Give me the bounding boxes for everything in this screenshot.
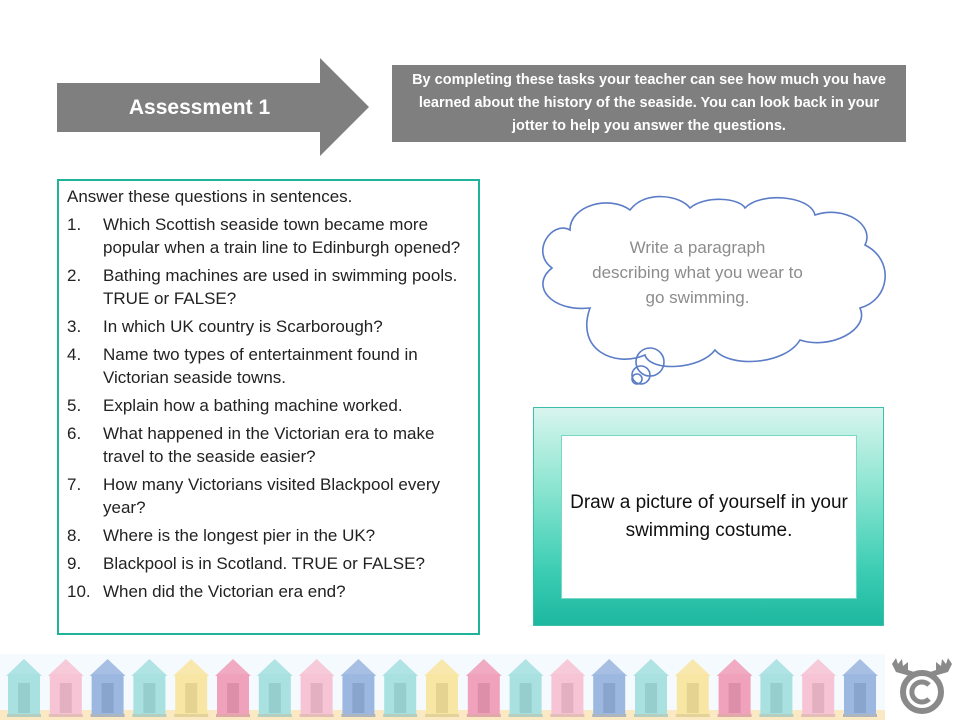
question-item [67,264,470,310]
question-text: In which UK country is Scarborough? [103,317,383,336]
question-item [67,422,470,468]
question-number: 9. [67,554,82,573]
instructions-text: By completing these tasks your teacher can see how much you have learned about the history of the seaside. You can look back in your jotter to help you answer the questions. [412,72,886,134]
question-number: 1. [67,215,82,234]
question-item [67,552,470,575]
question-number: 3. [67,317,82,336]
question-text: What happened in the Victorian era to make travel to the seaside easier? [103,424,435,466]
beach-huts-strip [0,654,885,720]
question-text: Bathing machines are used in swimming pools. TRUE or FALSE? [103,266,458,308]
instructions-box [392,65,906,142]
question-item [67,315,470,338]
question-text: Which Scottish seaside town became more popular when a train line to Edinburgh opened? [103,215,461,257]
beach-huts-icon [0,654,885,720]
question-item [67,213,470,259]
question-text: When did the Victorian era end? [103,582,346,601]
questions-intro: Answer these questions in sentences. [67,187,353,206]
drawing-task-area[interactable] [561,435,857,599]
question-number: 6. [67,424,82,443]
thought-cloud [530,190,890,390]
assessment-title: Assessment 1 [128,95,271,119]
question-text: How many Victorians visited Blackpool every year? [103,475,440,517]
question-number: 7. [67,475,82,494]
questions-list [67,213,470,603]
question-number: 5. [67,396,82,415]
question-item [67,394,470,417]
questions-box [57,179,480,635]
question-number: 2. [67,266,82,285]
question-item [67,580,470,603]
question-text: Name two types of entertainment found in Victorian seaside towns. [103,345,418,387]
question-number: 10. [67,582,91,601]
moose-copyright-logo [888,656,956,716]
question-number: 4. [67,345,82,364]
drawing-task-text: Draw a picture of yourself in your swimming costume. [570,492,848,541]
cloud-task-text: Write a paragraph describing what you wear to go swimming. [592,238,803,307]
question-item [67,343,470,389]
question-number: 8. [67,526,82,545]
question-text: Blackpool is in Scotland. TRUE or FALSE? [103,554,425,573]
drawing-task-frame [533,407,884,626]
question-item [67,524,470,547]
assessment-arrow [57,58,369,156]
question-item [67,473,470,519]
copyright-icon [888,656,956,716]
question-text: Explain how a bathing machine worked. [103,396,403,415]
question-text: Where is the longest pier in the UK? [103,526,376,545]
